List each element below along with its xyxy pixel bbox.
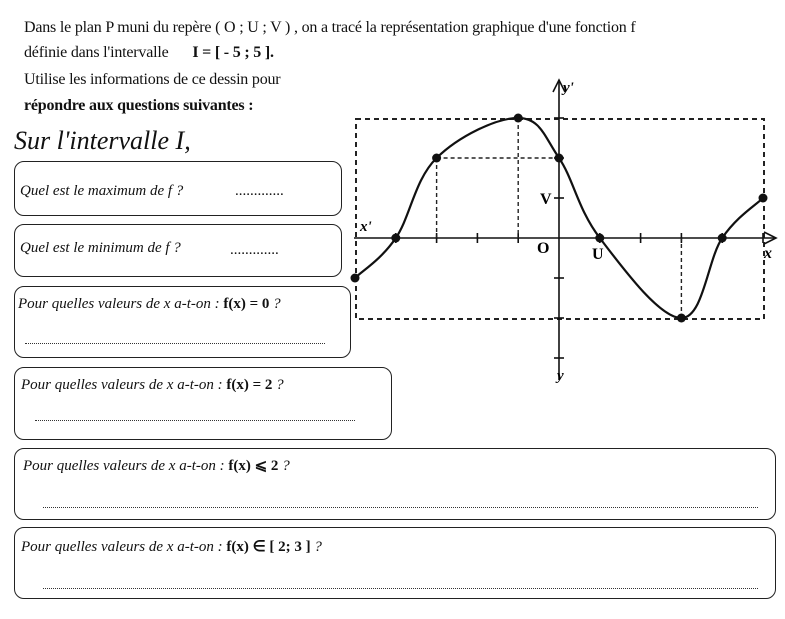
- intro-line-3: Utilise les informations de ce dessin pour: [24, 71, 281, 88]
- question-eq2-condition: f(x) = 2: [226, 377, 273, 393]
- question-zero-condition: f(x) = 0: [223, 296, 270, 312]
- intro-domain-text: définie dans l'intervalle: [24, 44, 169, 61]
- question-interval-suffix: ?: [310, 539, 322, 555]
- origin-label: O: [537, 240, 550, 257]
- curve-point: [718, 234, 727, 243]
- curve-point: [514, 114, 523, 123]
- intro-line-1: Dans le plan P muni du repère ( O ; U ; V ) , on a tracé la représentation graphique d'une fonction f: [24, 19, 636, 36]
- question-zero-suffix: ?: [269, 296, 281, 312]
- intro-interval: I = [ - 5 ; 5 ].: [192, 44, 274, 61]
- curve-point: [677, 314, 686, 323]
- question-eq2-suffix: ?: [272, 377, 284, 393]
- unit-u-label: U: [592, 246, 604, 263]
- unit-v-label: V: [540, 191, 552, 208]
- section-heading: Sur l'intervalle I,: [14, 126, 191, 155]
- y-axis: [553, 80, 565, 380]
- question-le2-suffix: ?: [278, 458, 290, 474]
- curve-point: [595, 234, 604, 243]
- answer-min-dots[interactable]: .............: [230, 242, 279, 258]
- question-le2-prefix: Pour quelles valeurs de x a-t-on :: [23, 458, 229, 474]
- curve-point: [391, 234, 400, 243]
- x-axis: [354, 232, 776, 244]
- question-interval-prefix: Pour quelles valeurs de x a-t-on :: [21, 539, 227, 555]
- question-interval-condition: f(x) ∈ [ 2; 3 ]: [226, 539, 311, 555]
- curve-point: [351, 274, 360, 283]
- curve-point: [555, 154, 564, 163]
- question-max-text: Quel est le maximum de f ?: [20, 183, 184, 199]
- question-eq2-prefix: Pour quelles valeurs de x a-t-on :: [21, 377, 227, 393]
- x-label: x: [764, 245, 772, 262]
- question-le2-condition: f(x) ⩽ 2: [228, 458, 279, 474]
- question-zero-prefix: Pour quelles valeurs de x a-t-on :: [18, 296, 224, 312]
- y-prime-label: y': [563, 80, 574, 96]
- curve-point: [759, 194, 768, 203]
- intro-line-4: répondre aux questions suivantes :: [24, 97, 254, 114]
- answer-max-dots[interactable]: .............: [235, 183, 284, 199]
- x-prime-label: x': [360, 219, 372, 235]
- y-label: y: [557, 368, 564, 384]
- question-min-text: Quel est le minimum de f ?: [20, 240, 181, 256]
- curve-point: [432, 154, 441, 163]
